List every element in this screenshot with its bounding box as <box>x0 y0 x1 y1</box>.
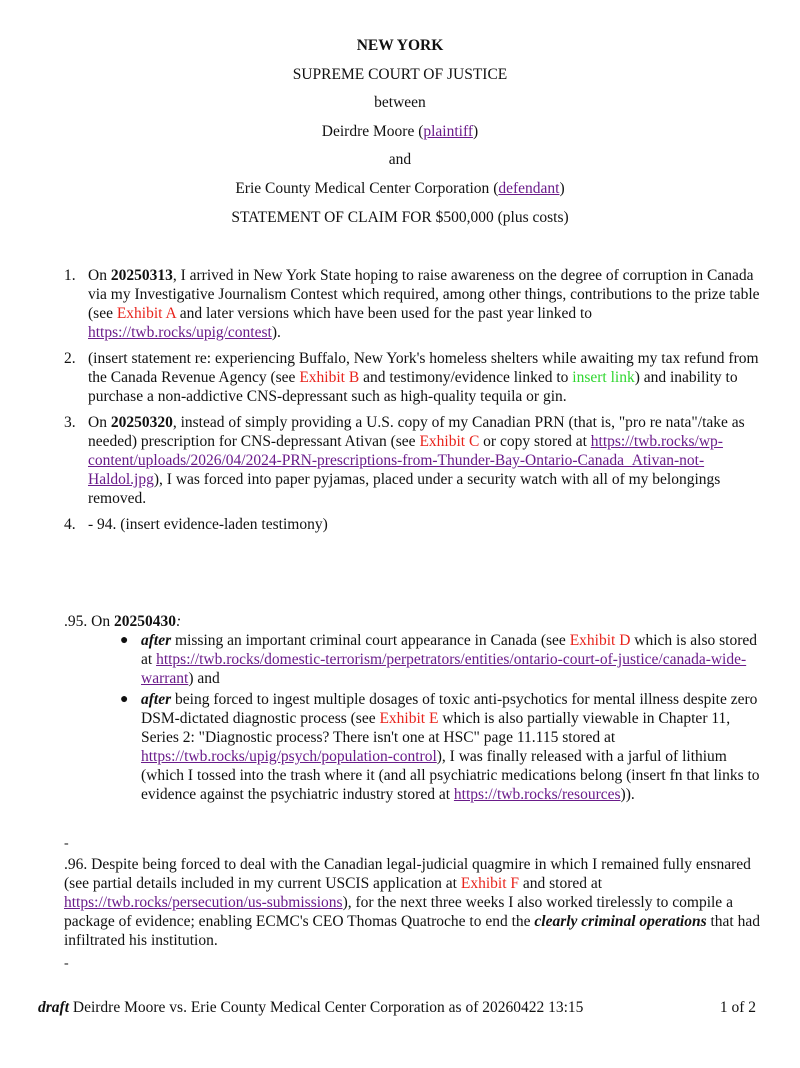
and-label: and <box>388 151 412 169</box>
clearly-criminal-emphasis: clearly criminal operations <box>534 913 707 930</box>
item-date: 20250313 <box>110 267 173 284</box>
bullet-text: being forced to ingest multiple dosages of toxic anti-psychotics for mental illness despite zero DSM-dictated diagnostic process (see <box>141 691 758 727</box>
bullet-text: which is also stored at <box>141 632 757 668</box>
plaintiff-name: Deirdre Moore <box>321 122 415 140</box>
bullet-text: ), I was finally released with a jarful of lithium (which I tossed into the trash where it (and all psychiatric medications belong (insert fn that links to evidence against the psychiatric industry stored at <box>141 748 760 803</box>
para-text: and stored at <box>519 875 603 892</box>
draft-label: draft <box>38 999 69 1016</box>
item-text: and later versions which have been used for the past year linked to <box>175 305 593 322</box>
bullet-text: missing an important criminal court appearance in Canada (see <box>171 632 570 649</box>
case-header <box>0 36 800 236</box>
item-text: or copy stored at <box>479 433 591 450</box>
list-item <box>64 515 764 534</box>
item-number: 2. <box>64 350 76 367</box>
item-text: , instead of simply providing a U.S. copy of my Canadian PRN (that is, "pro re nata"/take as needed) prescription for CNS-depressant Ativan (see <box>88 414 745 450</box>
bullet-text: ) and <box>188 670 220 687</box>
para-text: ), for the next three weeks I also worked tirelessly to compile a package of evidence; enabling ECMC's CEO Thomas Quatroche to end the <box>64 894 733 930</box>
plaintiff-line: Deirdre Moore (plaintiff) <box>321 122 479 140</box>
item-number: 1. <box>64 267 76 284</box>
item-text: - 94. (insert evidence-laden testimony) <box>88 516 328 533</box>
paragraph-95-date: 20250430 <box>113 613 176 630</box>
prescription-link[interactable]: https://twb.rocks/wp-content/uploads/2026/04/2024-PRN-prescriptions-from-Thunder-Bay-Ontario-Canada_Ativan-not-Haldol.jpg <box>88 433 723 488</box>
para-text: .96. Despite being forced to deal with the Canadian legal-judicial quagmire in which I remained fully ensnared (see partial details included in my current USCIS application at <box>64 856 751 892</box>
contest-link[interactable]: https://twb.rocks/upig/contest <box>88 324 272 341</box>
item-text: On <box>88 267 111 284</box>
claim-title: STATEMENT OF CLAIM FOR $500,000 (plus costs) <box>231 208 569 226</box>
item-text: ). <box>271 324 281 341</box>
list-item <box>64 349 764 406</box>
after-emphasis: after <box>141 632 172 649</box>
exhibit-b-ref: Exhibit B <box>299 369 360 386</box>
item-text: and testimony/evidence linked to <box>359 369 573 386</box>
state-heading: NEW YORK <box>356 37 444 54</box>
insert-link-placeholder: insert link <box>572 369 635 386</box>
page-footer <box>38 998 756 1017</box>
bullet-item <box>116 690 771 804</box>
bullet-icon: ● <box>120 692 129 707</box>
footer-text: Deirdre Moore vs. Erie County Medical Center Corporation as of 20260422 13:15 <box>69 999 584 1016</box>
paragraph-95 <box>64 612 764 806</box>
para-text: .95. On <box>64 613 114 630</box>
page-number: 1 of 2 <box>719 999 756 1016</box>
numbered-list <box>64 266 764 541</box>
paragraph-96 <box>64 855 764 950</box>
list-item <box>64 266 764 342</box>
paragraph-95-lead <box>64 612 764 631</box>
para-text: that had infiltrated his institution. <box>64 913 760 949</box>
item-text: On <box>88 414 111 431</box>
exhibit-e-ref: Exhibit E <box>379 710 439 727</box>
para-text: : <box>175 613 182 630</box>
dash-mark: - <box>64 956 69 971</box>
exhibit-a-ref: Exhibit A <box>116 305 176 322</box>
defendant-link[interactable]: defendant <box>498 179 560 197</box>
defendant-line: Erie County Medical Center Corporation (defendant) <box>235 179 565 197</box>
item-number: 4. <box>64 516 76 533</box>
bullet-text: )). <box>620 786 635 803</box>
dash-mark: - <box>64 836 69 851</box>
bullet-item <box>116 631 771 688</box>
resources-link[interactable]: https://twb.rocks/resources <box>453 786 621 803</box>
us-submissions-link[interactable]: https://twb.rocks/persecution/us-submissions <box>64 894 343 911</box>
exhibit-d-ref: Exhibit D <box>569 632 631 649</box>
item-text: ) and inability to purchase a non-addictive CNS-depressant such as high-quality tequila or gin. <box>88 369 738 405</box>
bullet-icon: ● <box>120 633 129 648</box>
between-label: between <box>374 94 426 112</box>
item-text: ), I was forced into paper pyjamas, placed under a security watch with all of my belongings removed. <box>88 471 721 507</box>
defendant-name: Erie County Medical Center Corporation <box>235 179 490 197</box>
warrant-link[interactable]: https://twb.rocks/domestic-terrorism/perpetrators/entities/ontario-court-of-justice/canada-wide-warrant <box>141 651 747 687</box>
item-text: (insert statement re: experiencing Buffalo, New York's homeless shelters while awaiting my tax refund from the Canada Revenue Agency (see <box>88 350 759 386</box>
bullet-text: which is also partially viewable in Chapter 11, Series 2: "Diagnostic process? There isn't one at HSC" page 11.115 stored at <box>141 710 731 746</box>
after-emphasis: after <box>141 691 172 708</box>
item-number: 3. <box>64 414 76 431</box>
court-heading: SUPREME COURT OF JUSTICE <box>292 65 508 83</box>
list-item <box>64 413 764 508</box>
exhibit-f-ref: Exhibit F <box>460 875 520 892</box>
exhibit-c-ref: Exhibit C <box>419 433 480 450</box>
item-date: 20250320 <box>110 414 173 431</box>
population-control-link[interactable]: https://twb.rocks/upig/psych/population-control <box>141 748 437 765</box>
item-text: , I arrived in New York State hoping to raise awareness on the degree of corruption in Canada via my Investigative Journalism Contest which required, among other things, contributions to the prize table (see <box>88 267 760 322</box>
plaintiff-link[interactable]: plaintiff <box>423 122 474 140</box>
